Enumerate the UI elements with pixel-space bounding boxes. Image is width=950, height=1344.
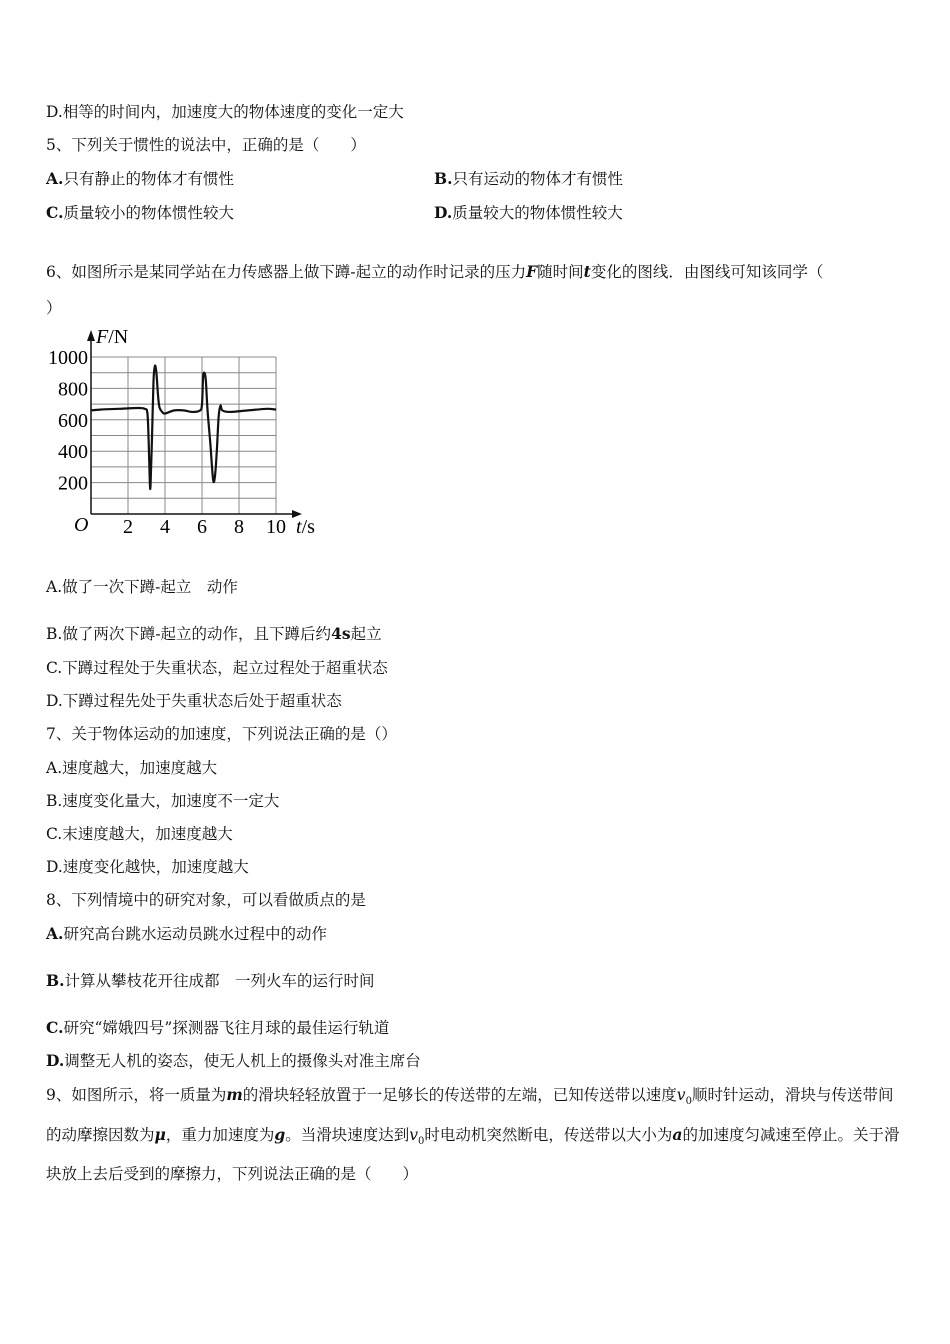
chart-grid [91,357,276,514]
q6-option-b [46,624,382,644]
x-tick-label: 8 [234,516,244,538]
stem-part: 顺时针运动，滑块与传送带间的动摩擦因数为 [46,1086,894,1145]
var-v: v [676,1086,686,1104]
q4-option-d: D.相等的时间内，加速度大的物体速度的变化一定大 [46,103,404,121]
q8-option-a [46,924,327,944]
y-tick-label: 200 [58,472,88,495]
option-text: 只有运动的物体才有惯性 [452,170,624,188]
option-text: B.做了两次下蹲-起立的动作，且下蹲后约 [46,625,332,643]
stem-part: 变化的图线．由图线可知该同学（ [590,263,824,281]
option-letter: A. [46,169,64,188]
series-line-F [91,366,276,489]
var-m: m [226,1085,243,1104]
stem-part: 的滑块轻轻放置于一足够长的传送带的左端，已知传送带以速度 [242,1086,677,1104]
option-bold: 4s [331,624,351,643]
var-a: a [672,1125,683,1145]
stem-part: 的加速度匀减速至停止。关于滑块放上去后受到的摩擦力，下列说法正确的是（ ） [46,1126,900,1184]
q9-stem [46,1078,908,1191]
x-tick-label: 2 [123,516,133,538]
option-text: 起立 [350,625,382,643]
q8-option-b [46,971,375,991]
stem-part: 随时间 [537,263,584,281]
stem-part: 。当滑块速度达到 [285,1126,410,1145]
var-v: v [409,1126,419,1145]
q8-option-c [46,1018,389,1038]
q7-option-a: A.速度越大，加速度越大 [46,759,218,777]
q7-option-b: B.速度变化量大，加速度不一定大 [46,792,280,810]
option-text: 研究高台跳水运动员跳水过程中的动作 [63,925,327,943]
option-text: 调整无人机的姿态，使无人机上的摄像头对准主席台 [64,1052,421,1070]
x-axis-label: t/s [296,516,315,538]
option-letter: B. [46,971,65,990]
var-t: t [583,262,591,281]
var-F: F [526,262,538,281]
option-text: 质量较大的物体惯性较大 [452,204,623,222]
q7-stem: 7、关于物体运动的加速度，下列说法正确的是（） [46,725,397,743]
q5-option-c [46,203,234,223]
stem-part: 6、如图所示是某同学站在力传感器上做下蹲-起立的动作时记录的压力 [46,263,527,281]
stem-part: 时电动机突然断电，传送带以大小为 [424,1126,673,1145]
y-tick-label: 400 [58,441,88,464]
q8-stem: 8、下列情境中的研究对象，可以看做质点的是 [46,891,366,909]
force-time-chart [36,318,336,550]
x-tick-label: 4 [160,516,170,538]
q5-stem: 5、下列关于惯性的说法中，正确的是（ ） [46,136,366,154]
stem-part: 9、如图所示，将一质量为 [46,1086,227,1104]
option-letter: D. [434,203,453,222]
x-tick-label: 6 [197,516,207,538]
q5-option-b [434,169,623,189]
q6-stem-close: ） [46,299,62,317]
chart-axes [87,330,302,518]
q5-option-a [46,169,234,189]
option-text: 研究“嫦娥四号”探测器飞往月球的最佳运行轨道 [63,1019,390,1037]
option-text: 计算从攀枝花开往成都 一列火车的运行时间 [64,972,375,990]
y-tick-label: 1000 [48,347,88,369]
option-text: 只有静止的物体才有惯性 [63,170,234,188]
option-text: 质量较小的物体惯性较大 [63,204,234,222]
q5-option-d [434,203,623,223]
q8-option-d [46,1051,421,1071]
q6-option-d: D.下蹲过程先处于失重状态后处于超重状态 [46,692,342,710]
y-axis-arrow [87,330,95,341]
option-letter: D. [46,1051,65,1070]
q7-option-d: D.速度变化越快，加速度越大 [46,858,249,876]
option-letter: A. [46,924,64,943]
option-letter: C. [46,203,64,222]
var-g: g [274,1125,286,1145]
option-letter: C. [46,1018,64,1037]
y-tick-label: 800 [58,378,88,401]
subscript: 0 [418,1136,425,1148]
var-mu: μ [154,1125,166,1145]
option-letter: B. [434,169,453,188]
x-tick-label: 10 [266,516,286,538]
y-axis-label: F/N [96,326,129,348]
y-tick-label: 600 [58,409,88,432]
subscript: 0 [685,1096,692,1108]
chart-ticks [48,347,286,538]
origin-label: O [74,514,89,536]
q6-option-a: A.做了一次下蹲-起立 动作 [46,578,238,596]
q6-stem [46,262,823,282]
q7-option-c: C.末速度越大，加速度越大 [46,825,233,843]
stem-part: ，重力加速度为 [165,1126,275,1145]
q6-option-c: C.下蹲过程处于失重状态，起立过程处于超重状态 [46,659,388,677]
